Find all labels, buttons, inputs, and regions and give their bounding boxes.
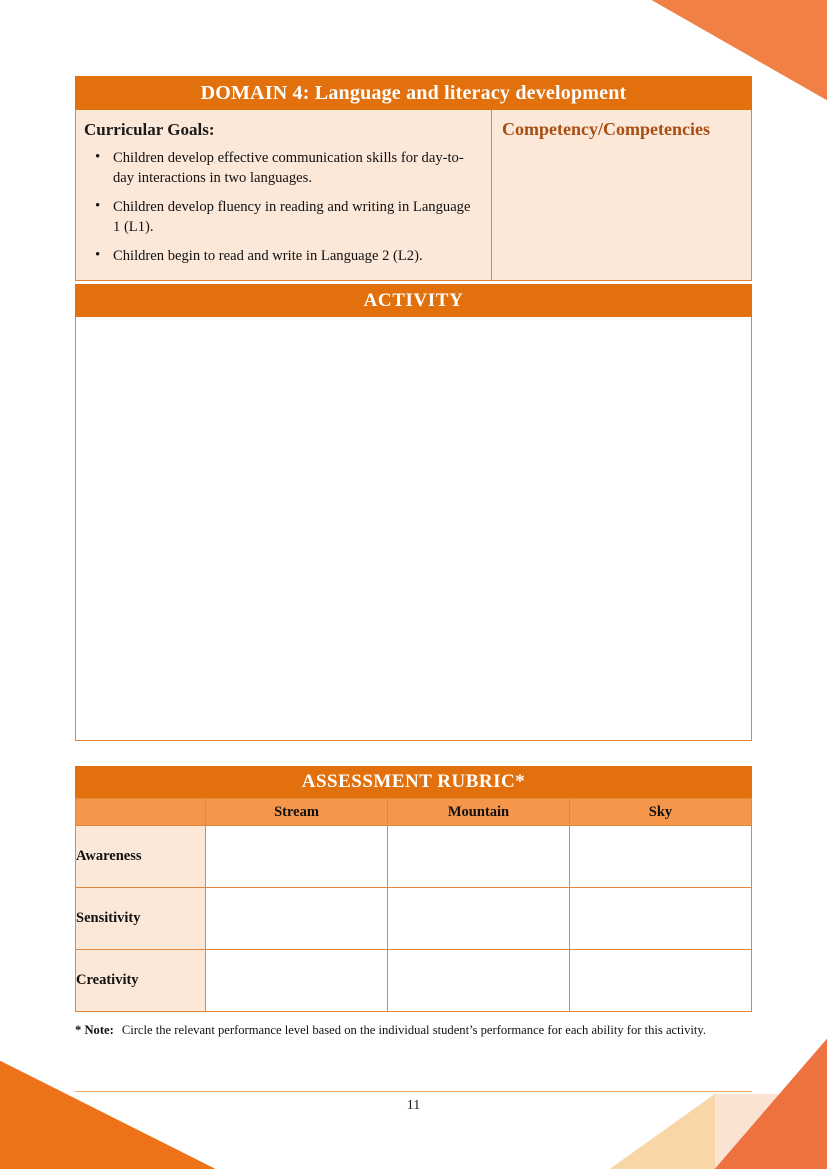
- table-row: [76, 950, 752, 1012]
- footer-divider: [75, 1091, 752, 1092]
- bullet-icon: •: [95, 198, 101, 214]
- curricular-goals-cell: [76, 110, 492, 280]
- rubric-note: [75, 1021, 752, 1039]
- rubric-cell-awareness-sky[interactable]: [570, 826, 752, 888]
- curricular-goals-heading: Curricular Goals:: [84, 120, 215, 139]
- table-row: [76, 888, 752, 950]
- assessment-rubric-section: [75, 766, 752, 1012]
- table-header-row: [76, 799, 752, 826]
- rubric-cell-creativity-sky[interactable]: [570, 950, 752, 1012]
- rubric-cell-sensitivity-stream[interactable]: [206, 888, 388, 950]
- rubric-column-header-mountain: Mountain: [388, 799, 570, 826]
- goal-text: Children begin to read and write in Language 2 (L2).: [113, 248, 423, 264]
- rubric-cell-awareness-mountain[interactable]: [388, 826, 570, 888]
- bullet-icon: •: [95, 247, 101, 263]
- rubric-row-label-awareness: Awareness: [76, 826, 206, 888]
- note-label: * Note:: [75, 1023, 114, 1037]
- rubric-column-header-stream: Stream: [206, 799, 388, 826]
- activity-header-title: ACTIVITY: [75, 284, 752, 317]
- list-item: [84, 197, 479, 237]
- rubric-cell-sensitivity-mountain[interactable]: [388, 888, 570, 950]
- page-content: [75, 76, 752, 1039]
- rubric-cell-creativity-stream[interactable]: [206, 950, 388, 1012]
- assessment-rubric-table: [75, 798, 752, 1012]
- activity-writing-area[interactable]: [75, 317, 752, 741]
- competency-cell[interactable]: [492, 110, 751, 280]
- rubric-row-label-sensitivity: Sensitivity: [76, 888, 206, 950]
- goal-text: Children develop fluency in reading and writing in Language 1 (L1).: [113, 199, 471, 235]
- domain-header-title: DOMAIN 4: Language and literacy development: [75, 76, 752, 110]
- corner-decoration-bottom-left: [0, 1061, 215, 1169]
- rubric-cell-sensitivity-sky[interactable]: [570, 888, 752, 950]
- rubric-table-head: [76, 799, 752, 826]
- page-number: 11: [406, 1098, 421, 1113]
- list-item: [84, 246, 479, 266]
- curricular-goals-list: [84, 148, 479, 266]
- goals-competency-block: [75, 110, 752, 281]
- note-text: Circle the relevant performance level based on the individual student’s performance for each ability for this activity.: [121, 1023, 707, 1037]
- rubric-row-label-creativity: Creativity: [76, 950, 206, 1012]
- rubric-corner-blank: [76, 799, 206, 826]
- competency-heading: Competency/Competencies: [502, 119, 710, 139]
- rubric-column-header-sky: Sky: [570, 799, 752, 826]
- assessment-rubric-title: ASSESSMENT RUBRIC*: [75, 766, 752, 798]
- rubric-cell-creativity-mountain[interactable]: [388, 950, 570, 1012]
- list-item: [84, 148, 479, 188]
- table-row: [76, 826, 752, 888]
- rubric-table-body: [76, 826, 752, 1012]
- bullet-icon: •: [95, 149, 101, 165]
- goal-text: Children develop effective communication skills for day-to- day interactions in two languages.: [113, 150, 464, 186]
- rubric-cell-awareness-stream[interactable]: [206, 826, 388, 888]
